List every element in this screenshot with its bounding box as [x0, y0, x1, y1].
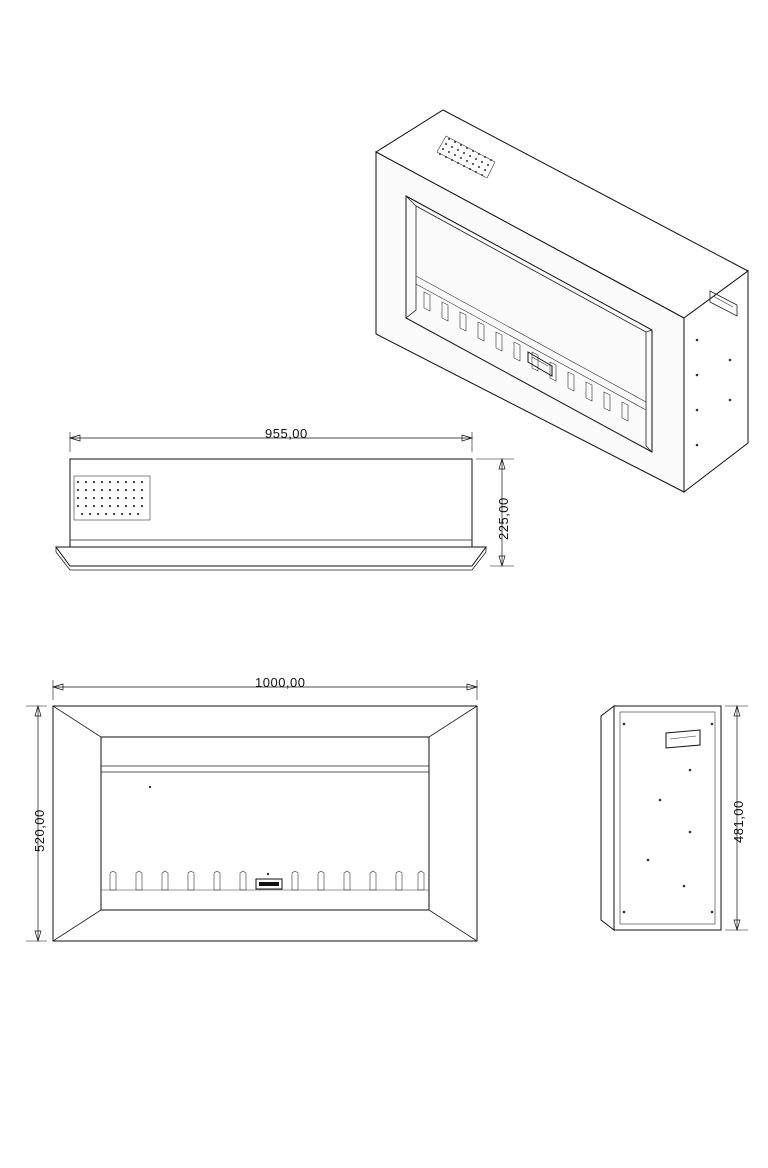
side-body — [614, 706, 721, 930]
front-view — [26, 680, 477, 941]
top-body-outline — [70, 459, 472, 547]
front-control-module-display — [259, 882, 279, 886]
front-width-dimension — [53, 680, 477, 700]
top-flange — [56, 547, 486, 566]
side-view — [601, 706, 748, 930]
side-height-dimension-label: 481,00 — [731, 800, 746, 843]
front-height-dimension-label: 520,00 — [32, 809, 47, 852]
top-width-dimension-label: 955,00 — [265, 426, 308, 441]
side-height-dimension — [725, 706, 748, 930]
side-face-flange — [601, 706, 614, 930]
front-width-dimension-label: 1000,00 — [255, 675, 306, 690]
front-height-dimension — [26, 706, 47, 941]
top-view — [56, 432, 514, 570]
top-width-dimension — [70, 432, 472, 452]
isometric-view — [376, 110, 748, 492]
top-depth-dimension-label: 225,00 — [496, 497, 511, 540]
